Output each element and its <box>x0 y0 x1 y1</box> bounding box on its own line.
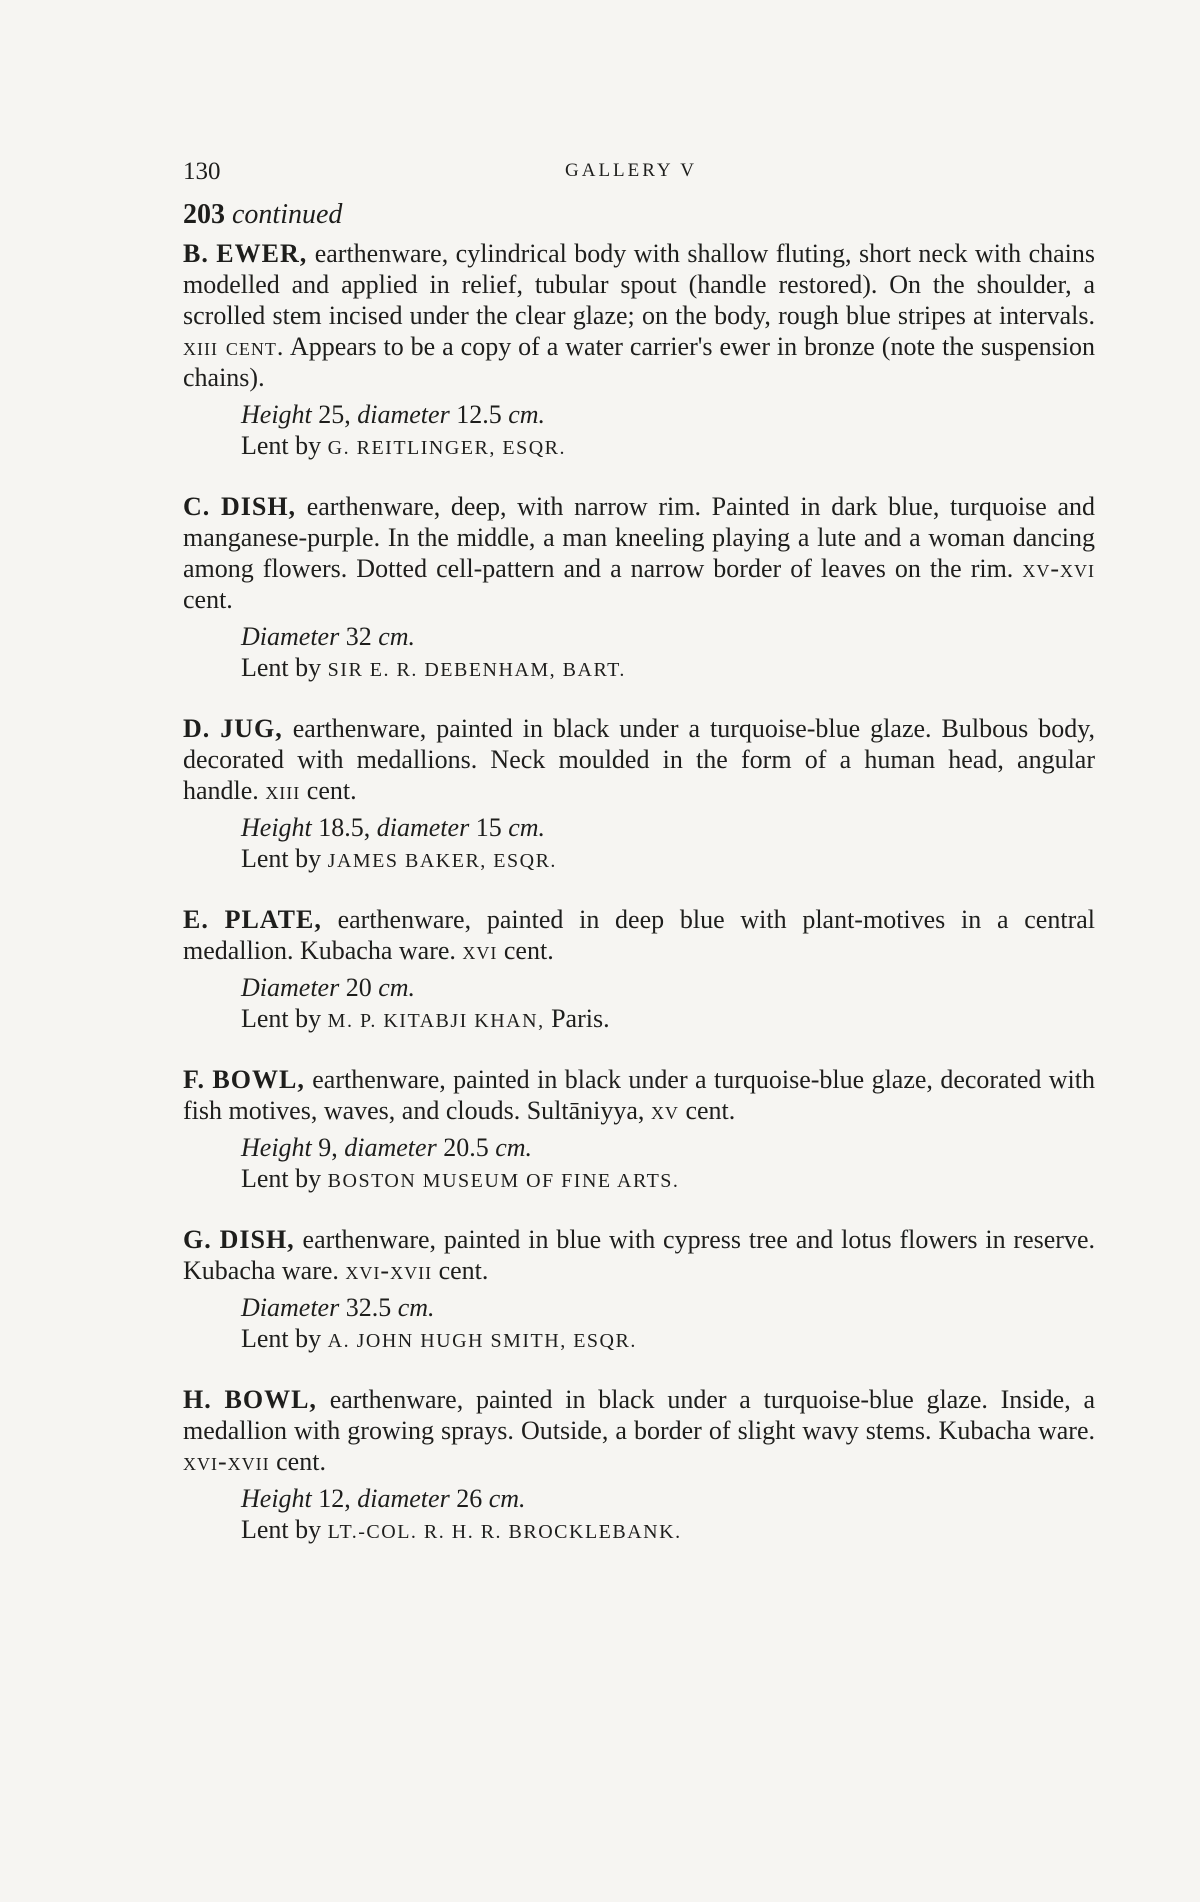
entry-text: earthenware, painted in black under a turquoise-blue glaze. Inside, a medallion with growing sprays. Outside, a border of slight wavy stems. Kubacha ware. <box>183 1385 1095 1445</box>
entry-lender <box>241 430 1095 464</box>
entry-description <box>183 238 1095 393</box>
dimension-value: 32.5 <box>339 1293 398 1322</box>
entry-text-continued: cent. <box>497 936 554 965</box>
lent-by-label: Lent by <box>241 1164 328 1193</box>
dimension-value: 25, <box>311 400 358 429</box>
entry-dimensions <box>241 972 1095 1003</box>
entry-lender <box>241 1003 1095 1037</box>
dimension-unit: cm. <box>508 400 546 429</box>
dimension-label: diameter <box>376 813 470 842</box>
entry-h <box>183 1384 1095 1548</box>
catalogue-content <box>183 198 1095 1575</box>
entry-lender <box>241 1323 1095 1357</box>
entry-meta <box>241 812 1095 877</box>
continued-heading <box>183 198 1095 232</box>
entry-meta <box>241 1132 1095 1197</box>
entry-text-continued: cent. <box>300 776 357 805</box>
entry-description <box>183 904 1095 966</box>
entry-lender <box>241 1514 1095 1548</box>
entry-text-continued: cent. <box>432 1256 489 1285</box>
entry-title: BOWL, <box>224 1385 317 1414</box>
entry-lender <box>241 652 1095 686</box>
dimension-unit: cm. <box>378 622 416 651</box>
dimension-label: Height <box>241 1484 312 1513</box>
entry-description <box>183 1384 1095 1477</box>
entry-lender <box>241 1163 1095 1197</box>
entry-period: xv <box>650 1096 679 1125</box>
entry-letter: D. <box>183 714 211 743</box>
entry-g <box>183 1224 1095 1357</box>
dimension-value: 12, <box>311 1484 358 1513</box>
entry-f <box>183 1064 1095 1197</box>
lent-by-label: Lent by <box>241 431 328 460</box>
running-head: GALLERY V <box>565 160 698 181</box>
dimension-value: 20.5 <box>436 1133 496 1162</box>
entry-e <box>183 904 1095 1037</box>
entry-description <box>183 1064 1095 1126</box>
entry-text: earthenware, cylindrical body with shallow fluting, short neck with chains modelled and applied in relief, tubular spout (handle restored). On the shoulder, a scrolled stem incised under the clear glaze; on the body, rough blue stripes at intervals. <box>183 239 1096 330</box>
entry-text-continued: cent. <box>183 585 233 614</box>
entry-text: earthenware, painted in black under a turquoise-blue glaze, decorated with fish motives, waves, and clouds. Sultāniyya, <box>183 1065 1095 1125</box>
page-number: 130 <box>183 158 221 185</box>
entry-lender <box>241 843 1095 877</box>
entry-period: xvi <box>462 936 498 965</box>
entry-meta <box>241 621 1095 686</box>
lent-by-label: Lent by <box>241 1324 328 1353</box>
dimension-unit: cm. <box>508 813 546 842</box>
entry-title: DISH, <box>219 1225 295 1254</box>
entry-letter: B. <box>183 239 209 268</box>
entry-text: earthenware, deep, with narrow rim. Painted in dark blue, turquoise and manganese-purple. In the middle, a man kneeling playing a lute and a woman dancing among flowers. Dotted cell-pattern and a narrow border of leaves on the rim. <box>183 492 1096 583</box>
dimension-value: 32 <box>339 622 379 651</box>
entry-text-continued: cent. <box>678 1096 736 1125</box>
lender-name: SIR E. R. DEBENHAM, BART. <box>327 659 626 681</box>
entry-letter: F. <box>183 1065 205 1094</box>
entry-description <box>183 713 1095 806</box>
entry-period: xvi-xvii <box>183 1447 270 1476</box>
lender-name: M. P. KITABJI KHAN, <box>327 1010 545 1032</box>
dimension-value: 18.5, <box>311 813 377 842</box>
entry-period: xiii cent. <box>183 332 285 361</box>
entry-c <box>183 491 1095 686</box>
dimension-label: diameter <box>357 1484 450 1513</box>
entry-dimensions <box>241 1292 1095 1323</box>
lender-name: A. JOHN HUGH SMITH, ESQR. <box>327 1330 637 1352</box>
entry-text: earthenware, painted in black under a turquoise-blue glaze. Bulbous body, decorated with medallions. Neck moulded in the form of a human head, angular handle. <box>183 714 1096 805</box>
lent-by-label: Lent by <box>241 653 328 682</box>
entry-title: EWER, <box>216 239 308 268</box>
entry-meta <box>241 1483 1095 1548</box>
entry-text: earthenware, painted in deep blue with plant-motives in a central medallion. Kubacha ware. <box>183 905 1095 965</box>
entry-title: PLATE, <box>224 905 322 934</box>
entry-letter: G. <box>183 1225 212 1254</box>
entry-letter: H. <box>183 1385 212 1414</box>
dimension-unit: cm. <box>495 1133 533 1162</box>
dimension-label: Diameter <box>241 973 340 1002</box>
dimension-value: 12.5 <box>449 400 509 429</box>
entry-letter: E. <box>183 905 209 934</box>
lender-name: BOSTON MUSEUM OF FINE ARTS. <box>327 1170 680 1192</box>
entry-period: xvi-xvii <box>345 1256 433 1285</box>
entry-dimensions <box>241 1132 1095 1163</box>
dimension-label: Diameter <box>241 622 340 651</box>
entry-period: xv-xvi <box>1022 554 1095 583</box>
dimension-label: diameter <box>357 400 450 429</box>
entry-title: JUG, <box>220 714 283 743</box>
entry-period: xiii <box>265 776 301 805</box>
entry-meta <box>241 1292 1095 1357</box>
continued-label: continued <box>232 199 343 230</box>
dimension-value: 26 <box>449 1484 489 1513</box>
dimension-value: 20 <box>339 973 379 1002</box>
entry-text-continued: Appears to be a copy of a water carrier's ewer in bronze (note the suspension chains). <box>183 332 1095 392</box>
entry-description <box>183 1224 1095 1286</box>
lent-by-label: Lent by <box>241 1515 328 1544</box>
page-header <box>183 152 1095 192</box>
entry-text: earthenware, painted in blue with cypress tree and lotus flowers in reserve. Kubacha ware. <box>183 1225 1095 1285</box>
entry-number: 203 <box>183 199 225 230</box>
dimension-label: Height <box>241 813 312 842</box>
entry-meta <box>241 972 1095 1037</box>
dimension-label: Height <box>241 400 312 429</box>
entry-dimensions <box>241 812 1095 843</box>
entry-letter: C. <box>183 492 211 521</box>
dimension-unit: cm. <box>488 1484 526 1513</box>
entry-title: DISH, <box>220 492 297 521</box>
lender-name: JAMES BAKER, ESQR. <box>327 850 557 872</box>
dimension-label: diameter <box>344 1133 437 1162</box>
dimension-unit: cm. <box>378 973 416 1002</box>
dimension-unit: cm. <box>397 1293 435 1322</box>
lender-name: G. REITLINGER, ESQR. <box>327 437 566 459</box>
entry-b <box>183 238 1095 464</box>
lent-by-label: Lent by <box>241 1004 328 1033</box>
dimension-label: Height <box>241 1133 312 1162</box>
entry-meta <box>241 399 1095 464</box>
dimension-label: Diameter <box>241 1293 340 1322</box>
entry-title: BOWL, <box>212 1065 305 1094</box>
dimension-value: 9, <box>311 1133 345 1162</box>
lender-place: Paris. <box>544 1004 610 1033</box>
entry-dimensions <box>241 1483 1095 1514</box>
entry-text-continued: cent. <box>269 1447 326 1476</box>
entry-dimensions <box>241 399 1095 430</box>
lender-name: LT.-COL. R. H. R. BROCKLEBANK. <box>327 1521 682 1543</box>
lent-by-label: Lent by <box>241 844 328 873</box>
entry-d <box>183 713 1095 877</box>
dimension-value: 15 <box>469 813 509 842</box>
entry-description <box>183 491 1095 615</box>
entry-dimensions <box>241 621 1095 652</box>
